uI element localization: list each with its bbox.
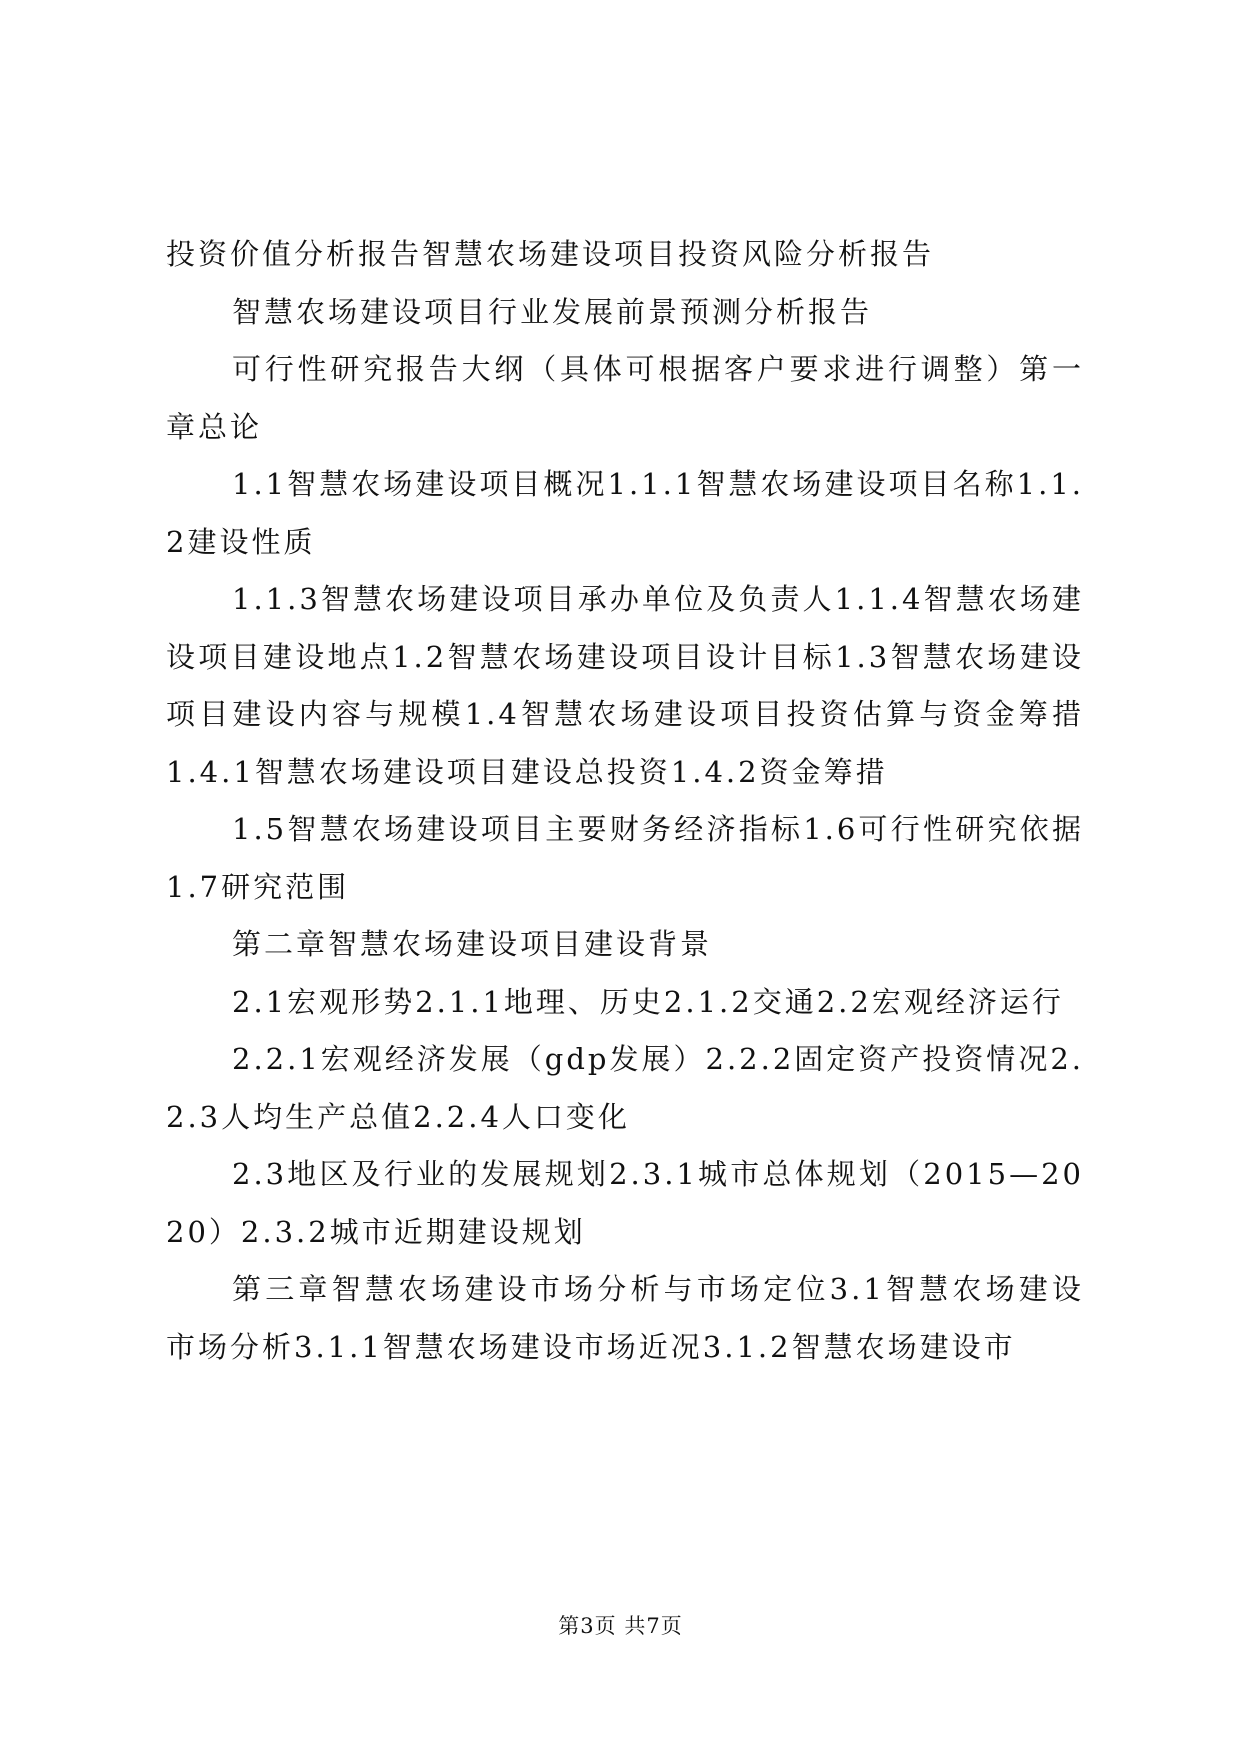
paragraph-1: 投资价值分析报告智慧农场建设项目投资风险分析报告 bbox=[166, 237, 935, 271]
paragraph-7: 第二章智慧农场建设项目建设背景 bbox=[232, 927, 713, 961]
paragraph-11: 第三章智慧农场建设市场分析与市场定位3.1智慧农场建设市场分析3.1.1智慧农场建设市场近况3.1.2智慧农场建设市 bbox=[166, 1272, 1084, 1364]
paragraph-6: 1.5智慧农场建设项目主要财务经济指标1.6可行性研究依据1.7研究范围 bbox=[166, 812, 1084, 904]
paragraph-4: 1.1智慧农场建设项目概况1.1.1智慧农场建设项目名称1.1.2建设性质 bbox=[166, 467, 1084, 559]
paragraph-8: 2.1宏观形势2.1.1地理、历史2.1.2交通2.2宏观经济运行 bbox=[232, 984, 1064, 1019]
page-footer: 第3页 共7页 bbox=[558, 1614, 683, 1638]
paragraph-10: 2.3地区及行业的发展规划2.3.1城市总体规划（2015—2020）2.3.2城市近期建设规划 bbox=[166, 1157, 1084, 1249]
paragraph-5: 1.1.3智慧农场建设项目承办单位及负责人1.1.4智慧农场建设项目建设地点1.2智慧农场建设项目设计目标1.3智慧农场建设项目建设内容与规模1.4智慧农场建设项目投资估算与资金筹措1.4.1智慧农场建设项目建设总投资1.4.2资金筹措 bbox=[166, 582, 1084, 789]
paragraph-3: 可行性研究报告大纲（具体可根据客户要求进行调整）第一章总论 bbox=[166, 352, 1084, 444]
paragraph-2: 智慧农场建设项目行业发展前景预测分析报告 bbox=[232, 294, 873, 329]
document-body bbox=[166, 226, 1084, 1376]
paragraph-9: 2.2.1宏观经济发展（gdp发展）2.2.2固定资产投资情况2.2.3人均生产总值2.2.4人口变化 bbox=[166, 1042, 1084, 1134]
